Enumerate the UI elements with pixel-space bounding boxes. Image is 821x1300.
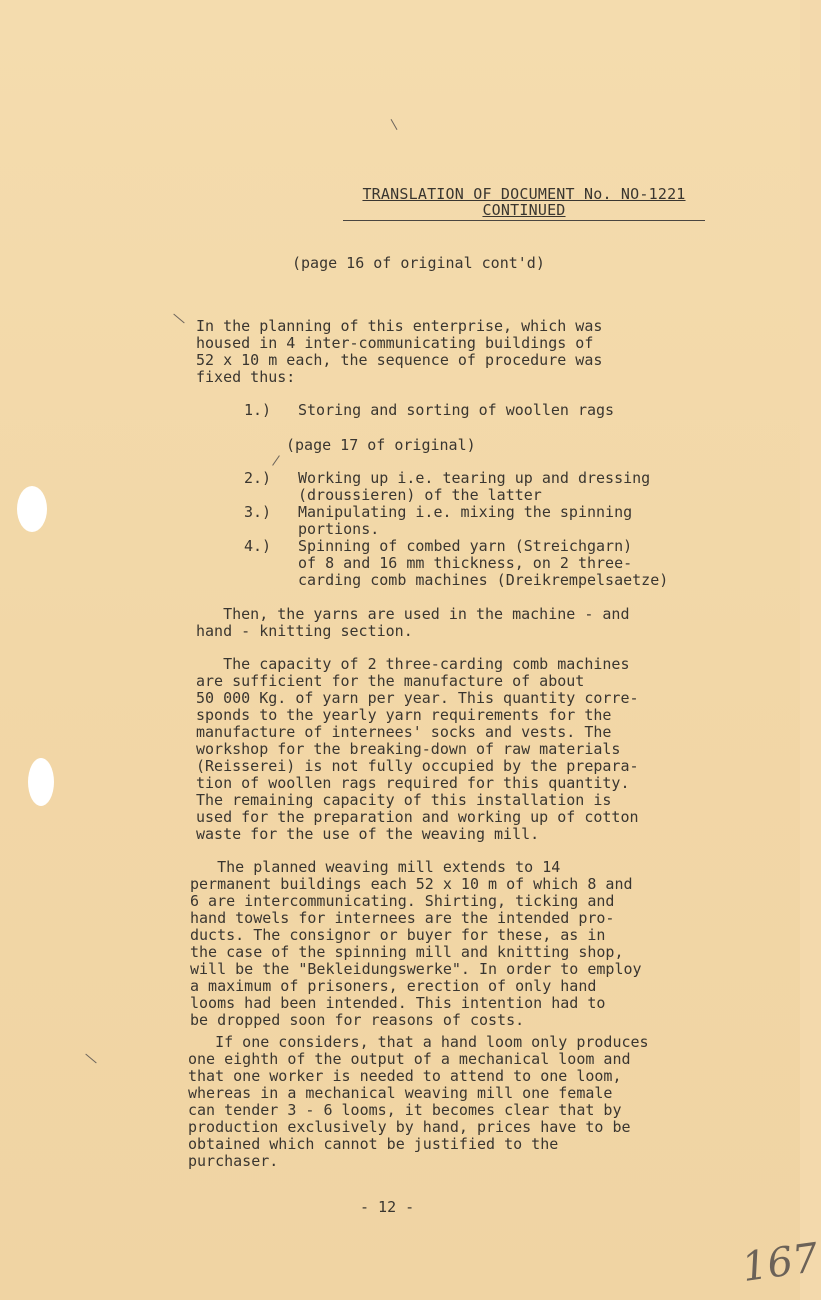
list-text: Spinning of combed yarn (Streichgarn) of 8 and 16 mm thickness, on 2 three- carding comb machines (Dreikrempelsaetze) xyxy=(298,537,669,589)
punch-hole-top xyxy=(17,486,47,532)
scan-mark xyxy=(272,455,280,465)
list-text: Manipulating i.e. mixing the spinning portions. xyxy=(298,503,633,538)
punch-hole-bottom xyxy=(28,758,54,806)
loom-paragraph: If one considers, that a hand loom only produces one eighth of the output of a mechanical loom and that one worker is needed to attend to one loom, whereas in a mechanical weaving mill one female can tender 3 - 6 looms, it becomes clear that by production exclusively by hand, prices have to be obtained which cannot be justified to the purchaser. xyxy=(188,1033,649,1170)
header-rule xyxy=(343,220,705,221)
scan-mark xyxy=(173,314,184,324)
document-header xyxy=(343,186,705,218)
list-text: Storing and sorting of woollen rags xyxy=(298,401,615,419)
page-reference-17: (page 17 of original) xyxy=(286,436,476,454)
weaving-paragraph: The planned weaving mill extends to 14 permanent buildings each 52 x 10 m of which 8 and 6 are intercommunicating. Shirting, ticking and hand towels for internees are the intended pro- ducts. The consignor or buyer for these, as in the case of the spinning mill and knitting shop, will be the "Bekleidungswerke". In order to employ a maximum of prisoners, erection of only hand looms had been intended. This intention had to be dropped soon for reasons of costs. xyxy=(190,858,642,1029)
list-text: Working up i.e. tearing up and dressing (droussieren) of the latter xyxy=(298,469,651,504)
scan-mark xyxy=(85,1054,96,1064)
list-number: 4.) xyxy=(244,537,272,555)
list-number: 2.) xyxy=(244,469,272,487)
handwritten-page-number: 167 xyxy=(739,1234,821,1292)
header-title: TRANSLATION OF DOCUMENT No. NO-1221 xyxy=(362,185,686,203)
scan-mark xyxy=(391,119,398,130)
list-number: 1.) xyxy=(244,401,272,419)
yarns-paragraph: Then, the yarns are used in the machine - and hand - knitting section. xyxy=(196,605,630,640)
page-reference-16: (page 16 of original cont'd) xyxy=(292,254,545,272)
capacity-paragraph: The capacity of 2 three-carding comb machines are sufficient for the manufacture of about 50 000 Kg. of yarn per year. This quantity corre- sponds to the yearly yarn requirements for the manufacture of internees' socks and vests. The workshop for the breaking-down of raw materials (Reisserei) is not fully occupied by the prepara- tion of woollen rags required for this quantity. The remaining capacity of this installation is used for the preparation and working up of cotton waste for the use of the weaving mill. xyxy=(196,655,639,843)
header-subtitle: CONTINUED xyxy=(482,201,566,219)
page-number: - 12 - xyxy=(360,1198,415,1216)
intro-paragraph: In the planning of this enterprise, which was housed in 4 inter-communicating buildings of 52 x 10 m each, the sequence of procedure was fixed thus: xyxy=(196,317,603,386)
list-number: 3.) xyxy=(244,503,272,521)
